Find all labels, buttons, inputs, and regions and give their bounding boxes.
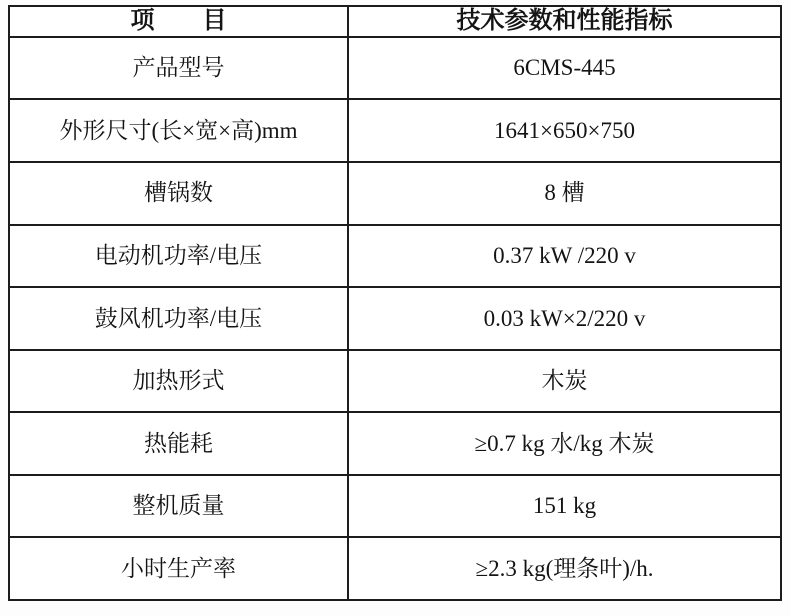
item-cell: 加热形式 bbox=[9, 350, 348, 413]
item-cell: 槽锅数 bbox=[9, 162, 348, 225]
value-cell: 8 槽 bbox=[348, 162, 781, 225]
table-row bbox=[9, 350, 781, 413]
table-row bbox=[9, 475, 781, 538]
header-item-column: 项 目 bbox=[9, 6, 348, 37]
value-cell: 6CMS-445 bbox=[348, 37, 781, 100]
value-cell: 0.37 kW /220 v bbox=[348, 225, 781, 288]
value-cell: 木炭 bbox=[348, 350, 781, 413]
table-header-row bbox=[9, 6, 781, 37]
table-row bbox=[9, 37, 781, 100]
item-cell: 产品型号 bbox=[9, 37, 348, 100]
table-row bbox=[9, 537, 781, 600]
table-row bbox=[9, 162, 781, 225]
table-row bbox=[9, 412, 781, 475]
value-cell: 151 kg bbox=[348, 475, 781, 538]
item-cell: 外形尺寸(长×宽×高)mm bbox=[9, 99, 348, 162]
table-row bbox=[9, 225, 781, 288]
item-cell: 整机质量 bbox=[9, 475, 348, 538]
item-cell: 鼓风机功率/电压 bbox=[9, 287, 348, 350]
value-cell: 0.03 kW×2/220 v bbox=[348, 287, 781, 350]
item-cell: 热能耗 bbox=[9, 412, 348, 475]
table-row bbox=[9, 99, 781, 162]
item-cell: 小时生产率 bbox=[9, 537, 348, 600]
value-cell: ≥0.7 kg 水/kg 木炭 bbox=[348, 412, 781, 475]
item-cell: 电动机功率/电压 bbox=[9, 225, 348, 288]
spec-table bbox=[8, 5, 782, 601]
table-row bbox=[9, 287, 781, 350]
value-cell: 1641×650×750 bbox=[348, 99, 781, 162]
header-value-column: 技术参数和性能指标 bbox=[348, 6, 781, 37]
value-cell: ≥2.3 kg(理条叶)/h. bbox=[348, 537, 781, 600]
